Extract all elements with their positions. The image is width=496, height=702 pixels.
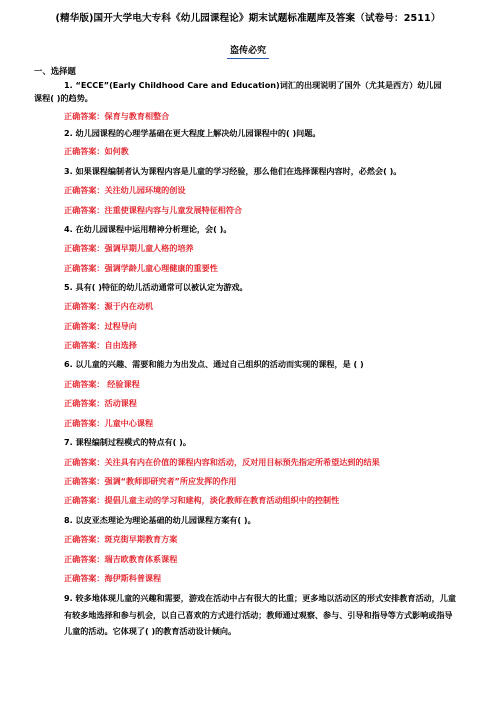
question-1-line-1: 1. “ECCE”(Early Childhood Care and Education)词汇的出现说明了国外（尤其是西方）幼儿园 (64, 80, 442, 90)
answer-text: 强调“教师即研究者”所应发挥的作用 (104, 476, 237, 486)
answer-7c (34, 494, 460, 506)
answer-prefix: 正确答案： (64, 301, 105, 311)
answer-prefix: 正确答案： (64, 418, 105, 428)
answer-6b (34, 397, 460, 409)
answer-1 (34, 110, 460, 122)
answer-7b (34, 475, 460, 487)
answer-5b (34, 320, 460, 332)
answer-3b (34, 204, 460, 216)
answer-prefix: 正确答案： (64, 321, 105, 331)
answer-prefix: 正确答案： (64, 573, 105, 583)
answer-prefix: 正确答案： (64, 476, 105, 486)
answer-prefix: 正确答案： (64, 263, 105, 273)
question-7: 7. 课程编制过程模式的特点有( )。 (64, 437, 191, 447)
answer-text: 海伊斯科普课程 (104, 573, 162, 583)
answer-7a (34, 456, 460, 468)
answer-text: 强调早期儿童人格的培养 (104, 243, 194, 253)
answer-text: 注重使课程内容与儿童发展特征相符合 (104, 205, 243, 215)
answer-text: 儿童中心课程 (104, 418, 154, 428)
answer-text: 过程导向 (104, 321, 137, 331)
answer-prefix: 正确答案： (64, 243, 105, 253)
answer-text: 强调学龄儿童心理健康的重要性 (104, 263, 218, 273)
question-6: 6. 以儿童的兴趣、需要和能力为出发点、通过自己组织的活动而实现的课程，是 ( ) (64, 359, 364, 369)
answer-6a (34, 378, 460, 390)
answer-8b (34, 553, 460, 565)
answer-5c (34, 339, 460, 351)
answer-5a (34, 300, 460, 312)
copyright-stamp (0, 41, 496, 59)
answer-text: 活动课程 (104, 398, 137, 408)
question-1-line-2: 课程( )的趋势。 (34, 93, 93, 103)
answer-4a (34, 242, 460, 254)
question-3: 3. 如果课程编制者认为课程内容是儿童的学习经验，那么他们在选择课程内容时，必然会( )。 (64, 166, 402, 176)
answer-text: 瑞吉欧教育体系课程 (104, 554, 178, 564)
answer-4b (34, 262, 460, 274)
answer-text: 关注幼儿园环境的创设 (104, 185, 186, 195)
answer-prefix: 正确答案： (64, 111, 105, 121)
answer-prefix: 正确答案： (64, 495, 105, 505)
answer-prefix: 正确答案： (64, 379, 105, 389)
section-heading: 一、选择题 (34, 66, 76, 76)
answer-text: 如何教 (104, 146, 129, 156)
answer-prefix: 正确答案： (64, 554, 105, 564)
answer-prefix: 正确答案： (64, 185, 105, 195)
answer-text: 源于内在动机 (104, 301, 154, 311)
answer-6c (34, 417, 460, 429)
question-8: 8. 以皮亚杰理论为理论基础的幼儿园课程方案有( )。 (64, 515, 256, 525)
answer-text: 关注具有内在价值的课程内容和活动，反对用目标预先指定所希望达到的结果 (104, 457, 380, 467)
answer-prefix: 正确答案： (64, 205, 105, 215)
answer-text: 斑克街早期教育方案 (104, 534, 178, 544)
answer-text: 保育与教育相整合 (104, 111, 170, 121)
answer-prefix: 正确答案： (64, 340, 105, 350)
answer-text: 提倡儿童主动的学习和建构，淡化教师在教育活动组织中的控制性 (104, 495, 340, 505)
answer-3a (34, 184, 460, 196)
document-title: (精华版)国开大学电大专科《幼儿园课程论》期末试题标准题库及答案（试卷号：2511） (55, 13, 441, 24)
answer-prefix: 正确答案： (64, 457, 105, 467)
answer-text: 经验课程 (104, 379, 140, 389)
question-2: 2. 幼儿园课程的心理学基础在更大程度上解决幼儿园课程中的( )问题。 (64, 128, 321, 138)
question-5: 5. 具有( )特征的幼儿活动通常可以被认定为游戏。 (64, 282, 248, 292)
answer-8a (34, 533, 460, 545)
answer-prefix: 正确答案： (64, 146, 105, 156)
answer-8c (34, 572, 460, 584)
question-4: 4. 在幼儿园课程中运用精神分析理论，会( )。 (64, 224, 232, 234)
question-9: 9. 较多地体现儿童的兴趣和需要，游戏在活动中占有很大的比重；更多地以活动区的形式安排教育活动，儿童有较多地选择和参与机会，以自己喜欢的方式进行活动；教师通过观察、参与、引导和指导等方式影响或指导儿童的活动。它体现了( )的教育活动设计倾向。 (64, 593, 456, 636)
answer-prefix: 正确答案： (64, 534, 105, 544)
answer-text: 自由选择 (104, 340, 137, 350)
answer-2 (34, 145, 460, 157)
stamp-text: 盗传必究 (227, 41, 269, 59)
answer-prefix: 正确答案： (64, 398, 105, 408)
